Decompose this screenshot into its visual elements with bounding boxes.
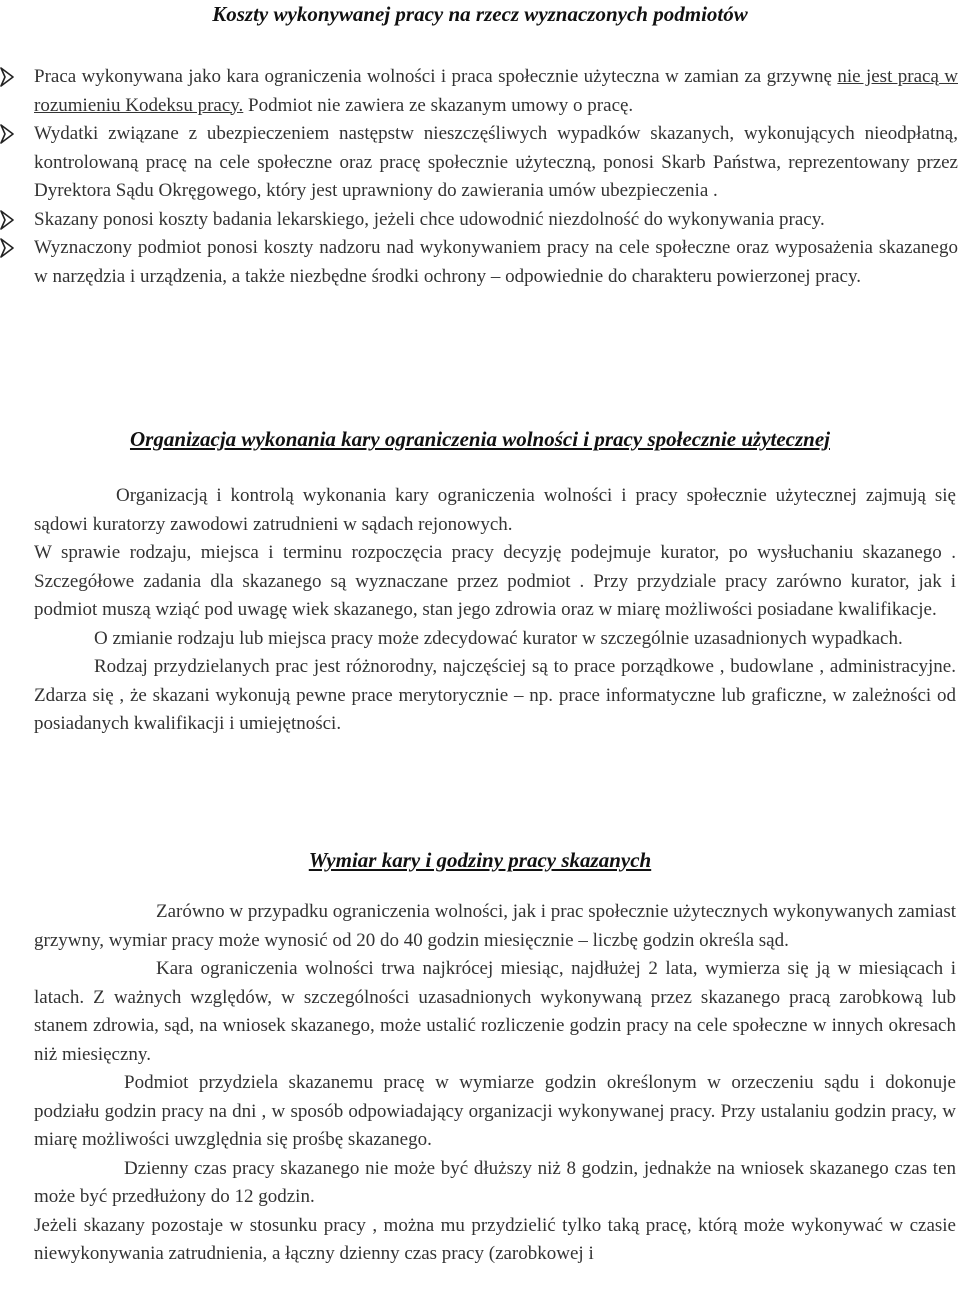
bullet-item-4 bbox=[0, 234, 958, 291]
bullet-text-underlined: nie jest pracą w rozumieniu Kodeksu pracy. bbox=[34, 66, 958, 116]
bullet-item-1 bbox=[0, 63, 958, 120]
bullet-text: Wydatki związane z ubezpieczeniem następstw nieszczęśliwych wypadków skazanych, wykonujących nieodpłatną, kontrolowaną pracę na cele społeczne oraz pracę społecznie użyteczną, ponosi Skarb Państwa, reprezentowany przez Dyrektora Sądu Okręgowego, który jest uprawniony do zawierania umów ubezpieczenia . bbox=[34, 123, 958, 201]
arrow-bullet-icon bbox=[0, 210, 14, 230]
paragraph: Organizacją i kontrolą wykonania kary ograniczenia wolności i pracy społecznie użytecznej zajmują się sądowi kuratorzy zawodowi zatrudnieni w sądach rejonowych. bbox=[34, 485, 956, 535]
bullet-text-before: Praca wykonywana jako kara ograniczenia wolności i praca społecznie użyteczna w zamian za grzywnę bbox=[34, 66, 838, 87]
paragraph: Rodzaj przydzielanych prac jest różnorodny, najczęściej są to prace porządkowe , budowlane , administracyjne. Zdarza się , że skazani wykonują pewne prace merytorycznie – np. prace informatyczne lub graficzne, w zależności od posiadanych kwalifikacji i umiejętności. bbox=[34, 656, 956, 734]
bullet-text: Skazany ponosi koszty badania lekarskiego, jeżeli chce udowodnić niezdolność do wykonywania pracy. bbox=[34, 208, 825, 230]
bullet-text: Wyznaczony podmiot ponosi koszty nadzoru nad wykonywaniem pracy na cele społeczne oraz wyposażenia skazanego w narzędzia i urządzenia, a także niezbędne środki ochrony – odpowiednie do charakteru powierzonej pracy. bbox=[34, 237, 958, 287]
heading-costs: Koszty wykonywanej pracy na rzecz wyznaczonych podmiotów bbox=[212, 2, 748, 26]
arrow-bullet-icon bbox=[0, 67, 14, 87]
hours-section bbox=[34, 898, 956, 1269]
paragraph: Dzienny czas pracy skazanego nie może być dłuższy niż 8 godzin, jednakże na wniosek skazanego czas ten może być przedłużony do 12 godzin. bbox=[34, 1157, 956, 1207]
arrow-bullet-icon bbox=[0, 124, 14, 144]
paragraph: O zmianie rodzaju lub miejsca pracy może zdecydować kurator w szczególnie uzasadnionych wypadkach. bbox=[94, 627, 903, 649]
paragraph: Zarówno w przypadku ograniczenia wolności, jak i prac społecznie użytecznych wykonywanych zamiast grzywny, wymiar pracy może wynosić od 20 do 40 godzin miesięcznie – liczbę godzin określa sąd. bbox=[34, 901, 956, 951]
heading-organization: Organizacja wykonania kary ograniczenia wolności i pracy społecznie użytecznej bbox=[129, 427, 830, 451]
costs-bullet-list bbox=[0, 63, 958, 291]
paragraph: Podmiot przydziela skazanemu pracę w wymiarze godzin określonym w orzeczeniu sądu i dokonuje podziału godzin pracy na dni , w sposób odpowiadający organizacji wykonywanej pracy. Przy ustalaniu godzin pracy, w miarę możliwości uwzględnia się prośbę skazanego. bbox=[34, 1072, 956, 1150]
arrow-bullet-icon bbox=[0, 238, 14, 258]
paragraph: W sprawie rodzaju, miejsca i terminu rozpoczęcia pracy decyzję podejmuje kurator, po wysłuchaniu skazanego . Szczegółowe zadania dla skazanego są wyznaczane przez podmiot . Przy przydziale pracy zarówno kurator, jak i podmiot muszą wziąć pod uwagę wiek skazanego, stan jego zdrowia oraz w miarę możliwości posiadane kwalifikacje. bbox=[34, 542, 956, 620]
bullet-item-2 bbox=[0, 120, 958, 206]
bullet-text-after: Podmiot nie zawiera ze skazanym umowy o pracę. bbox=[243, 94, 634, 116]
paragraph: Jeżeli skazany pozostaje w stosunku pracy , można mu przydzielić tylko taką pracę, którą może wykonywać w czasie niewykonywania zatrudnienia, a łączny dzienny czas pracy (zarobkowej i bbox=[34, 1214, 956, 1264]
paragraph: Kara ograniczenia wolności trwa najkrócej miesiąc, najdłużej 2 lata, wymierza się ją w miesiącach i latach. Z ważnych względów, w szczególności uzasadnionych wykonywaną przez skazanego pracą zarobkową lub stanem zdrowia, sąd, na wniosek skazanego, może ustalić rozliczenie godzin pracy na cele społeczne w innych okresach niż miesięczny. bbox=[34, 958, 956, 1065]
heading-hours: Wymiar kary i godziny pracy skazanych bbox=[308, 848, 652, 872]
organization-section bbox=[34, 482, 956, 739]
bullet-item-3 bbox=[0, 206, 958, 235]
